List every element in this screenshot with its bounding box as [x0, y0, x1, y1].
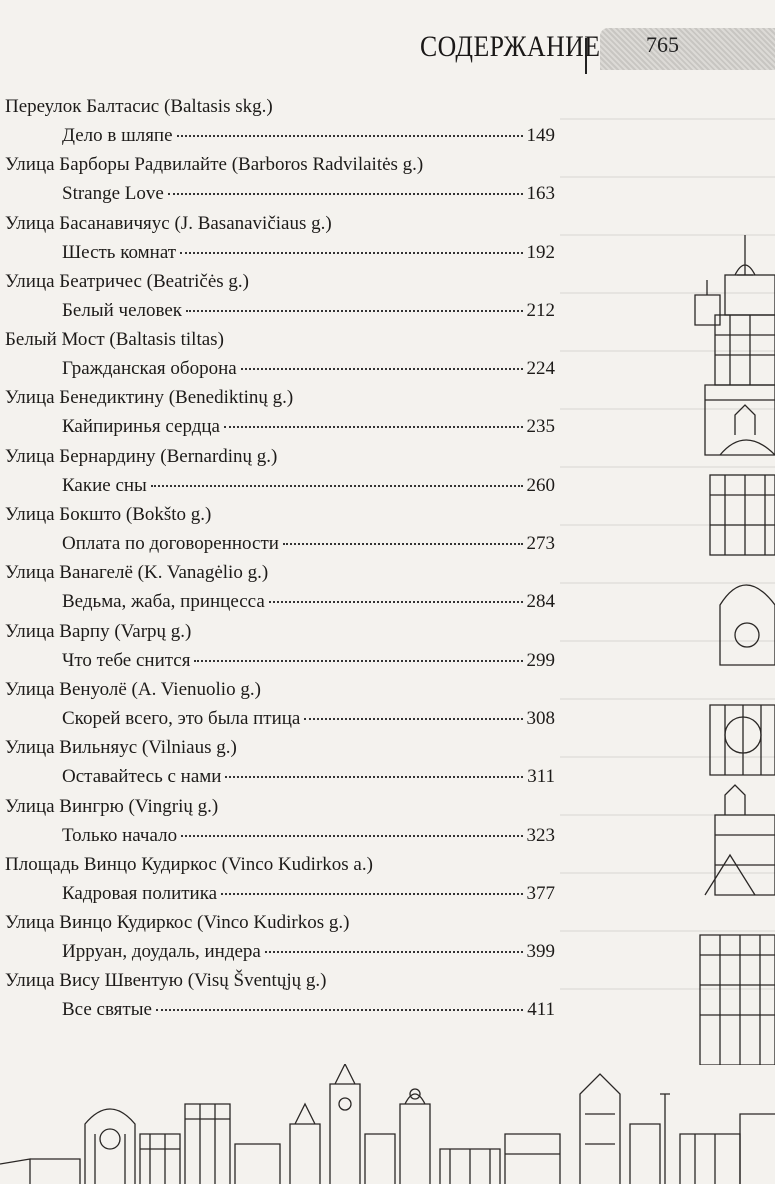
chapter-title: Скорей всего, это была птица: [62, 707, 301, 729]
street-name: Улица Вису Швентую (Visų Šventųjų g.): [5, 970, 327, 992]
page-title: СОДЕРЖАНИЕ: [420, 30, 601, 63]
chapter-line: [62, 125, 555, 147]
chapter-title: Оплата по договоренности: [62, 533, 279, 555]
chapter-line: [62, 416, 555, 438]
chapter-title: Только начало: [62, 824, 178, 846]
chapter-title: Оставайтесь с нами: [62, 766, 222, 788]
toc-entry: [0, 619, 560, 677]
chapter-page-number: 163: [526, 183, 555, 205]
chapter-page-number: 411: [527, 999, 555, 1021]
page-number: 765: [646, 32, 679, 57]
toc-entry: [0, 385, 560, 443]
chapter-page-number: 149: [526, 125, 555, 146]
dot-leader: [194, 660, 522, 662]
toc-entry: [0, 968, 560, 1026]
chapter-line: [62, 999, 555, 1021]
page-number-tab: [600, 28, 775, 70]
table-of-contents: [0, 94, 560, 1027]
toc-entry: [0, 794, 560, 852]
city-skyline-illustration: [0, 1064, 775, 1184]
chapter-line: [62, 825, 555, 847]
chapter-line: [62, 300, 555, 322]
street-name: Улица Бернардину (Bernardinų g.): [5, 445, 278, 467]
chapter-line: [62, 708, 555, 730]
street-name: Улица Венуолё (A. Vienuolio g.): [5, 678, 261, 700]
chapter-page-number: 212: [526, 299, 555, 321]
chapter-page-number: 284: [526, 591, 555, 613]
dot-leader: [180, 252, 522, 254]
chapter-title: Что тебе снится: [62, 649, 191, 671]
chapter-line: [62, 766, 555, 788]
toc-entry: [0, 735, 560, 793]
chapter-page-number: 192: [526, 241, 555, 263]
dot-leader: [269, 601, 523, 603]
dot-leader: [156, 1009, 523, 1011]
street-name: Улица Басанавичяус (J. Basanavičiaus g.): [5, 212, 332, 234]
dot-leader: [177, 135, 523, 137]
street-name: Улица Варпу (Varpų g.): [5, 620, 192, 642]
chapter-line: [62, 650, 555, 672]
chapter-line: [62, 183, 555, 205]
toc-entry: [0, 94, 560, 152]
chapter-page-number: 273: [526, 533, 555, 555]
toc-entry: [0, 852, 560, 910]
dot-leader: [168, 193, 523, 195]
street-name: Улица Винцо Кудиркос (Vinco Kudirkos g.): [5, 912, 350, 934]
street-name: Площадь Винцо Кудиркос (Vinco Kudirkos a.): [5, 853, 373, 875]
toc-entry: [0, 677, 560, 735]
toc-entry: [0, 152, 560, 210]
toc-entry: [0, 502, 560, 560]
chapter-title: Какие сны: [62, 474, 147, 496]
chapter-line: [62, 475, 555, 497]
chapter-title: Дело в шляпе: [62, 125, 173, 146]
chapter-line: [62, 591, 555, 613]
toc-entry: [0, 211, 560, 269]
chapter-title: Все святые: [62, 999, 152, 1021]
chapter-line: [62, 533, 555, 555]
dot-leader: [283, 543, 523, 545]
chapter-page-number: 235: [526, 416, 555, 438]
chapter-page-number: 299: [526, 649, 555, 671]
chapter-line: [62, 358, 555, 380]
chapter-line: [62, 883, 555, 905]
dot-leader: [265, 951, 523, 953]
street-name: Улица Беатричес (Beatričės g.): [5, 270, 250, 292]
chapter-page-number: 377: [526, 882, 555, 904]
chapter-title: Белый человек: [62, 299, 183, 321]
street-name: Белый Мост (Baltasis tiltas): [5, 329, 224, 351]
chapter-page-number: 260: [526, 474, 555, 496]
street-name: Переулок Балтасис (Baltasis skg.): [5, 96, 273, 117]
chapter-page-number: 323: [526, 824, 555, 846]
chapter-line: [62, 941, 555, 963]
chapter-page-number: 311: [527, 766, 555, 788]
dot-leader: [225, 776, 523, 778]
dot-leader: [224, 426, 523, 428]
dot-leader: [151, 485, 523, 487]
toc-entry: [0, 269, 560, 327]
toc-entry: [0, 910, 560, 968]
chapter-line: [62, 242, 555, 264]
chapter-title: Шесть комнат: [62, 241, 177, 263]
toc-entry: [0, 560, 560, 618]
chapter-title: Кайпиринья сердца: [62, 416, 220, 438]
chapter-title: Гражданская оборона: [62, 358, 237, 380]
chapter-page-number: 224: [526, 358, 555, 380]
tower-illustration: [675, 235, 775, 1065]
street-name: Улица Вингрю (Vingrių g.): [5, 795, 219, 817]
chapter-title: Ирруан, доудаль, индера: [62, 941, 261, 963]
chapter-title: Strange Love: [62, 183, 164, 205]
dot-leader: [241, 368, 523, 370]
chapter-title: Ведьма, жаба, принцесса: [62, 591, 265, 613]
street-name: Улица Бенедиктину (Benediktinų g.): [5, 387, 294, 409]
toc-entry: [0, 444, 560, 502]
chapter-page-number: 399: [526, 941, 555, 963]
dot-leader: [181, 835, 522, 837]
street-name: Улица Барборы Радвилайте (Barboros Radvilaitės g.): [5, 154, 424, 176]
dot-leader: [186, 310, 522, 312]
dot-leader: [221, 893, 522, 895]
street-name: Улица Бокшто (Bokšto g.): [5, 504, 212, 526]
street-name: Улица Ванагелё (K. Vanagėlio g.): [5, 562, 269, 584]
street-name: Улица Вильняус (Vilniaus g.): [5, 737, 237, 759]
chapter-title: Кадровая политика: [62, 882, 218, 904]
dot-leader: [304, 718, 522, 720]
chapter-page-number: 308: [526, 707, 555, 729]
toc-entry: [0, 327, 560, 385]
